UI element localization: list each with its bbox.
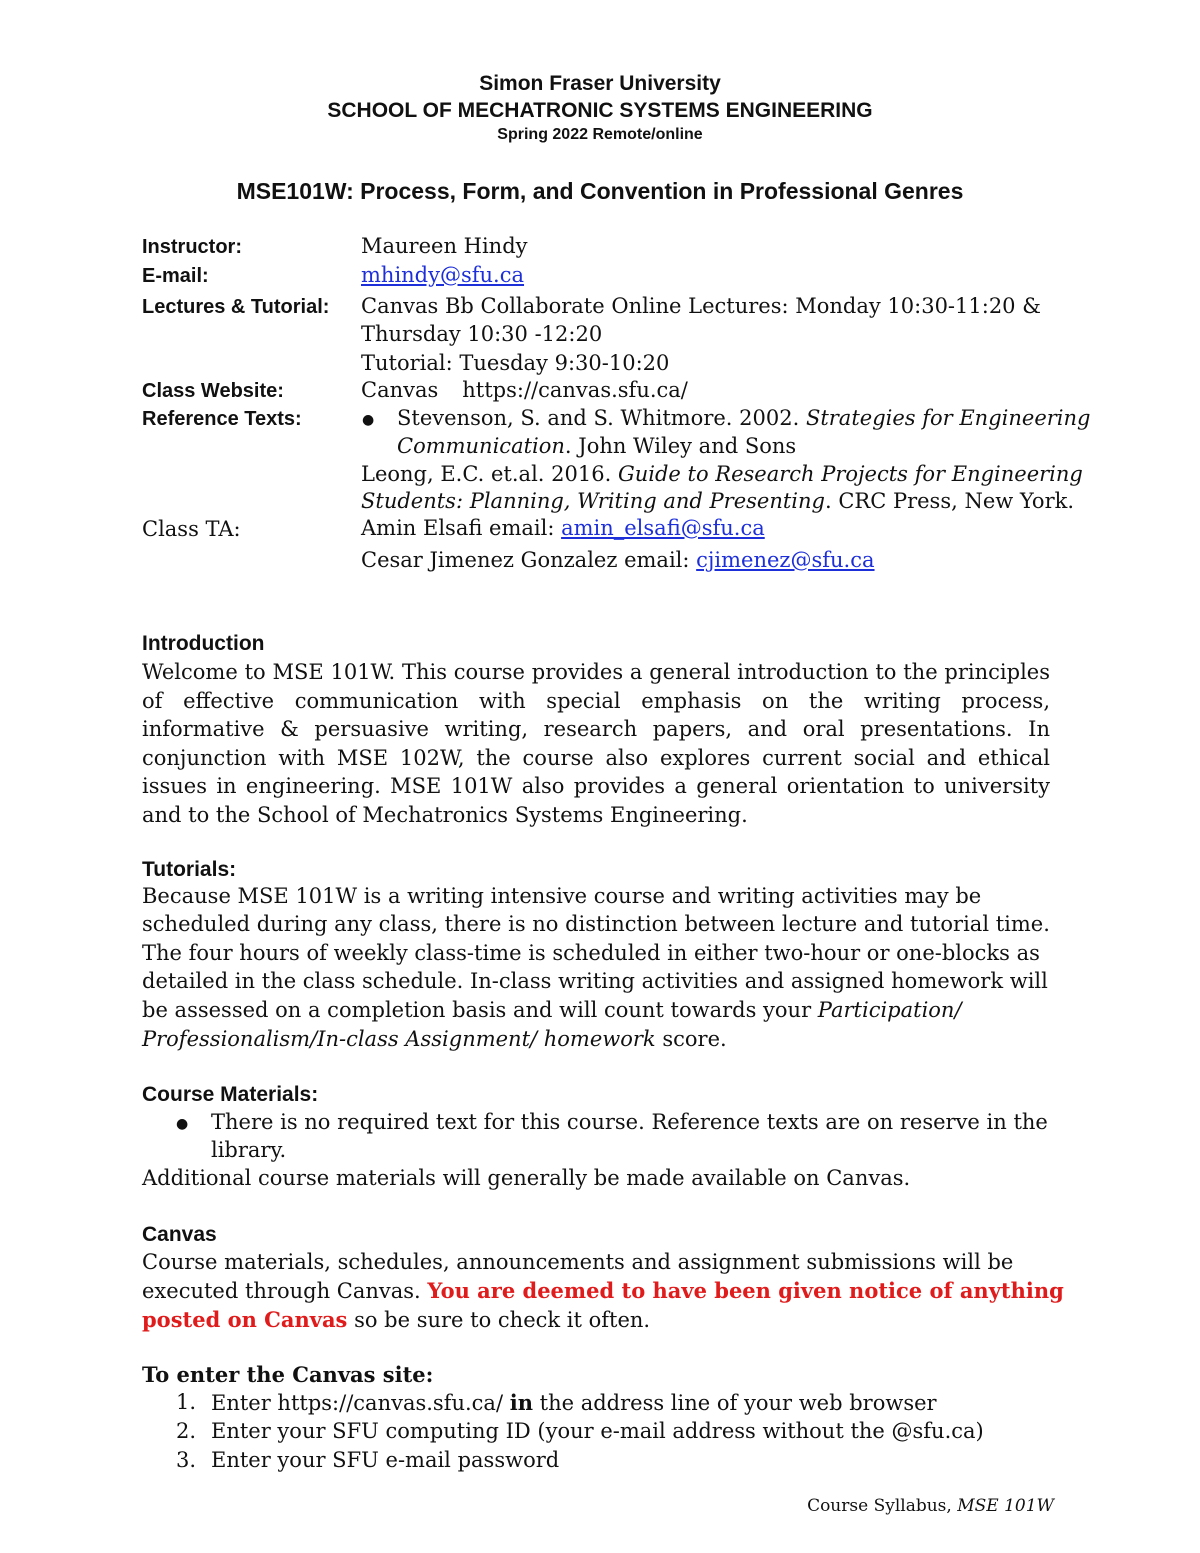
tutorials-line-1: Because MSE 101W is a writing intensive course and writing activities may be	[142, 884, 982, 908]
materials-additional: Additional course materials will generally be made available on Canvas.	[142, 1166, 911, 1190]
term: Spring 2022 Remote/online	[497, 126, 703, 143]
step-1-number: 1.	[176, 1390, 197, 1414]
introduction-text: Welcome to MSE 101W. This course provides a general introduction to the principles of effective communication with special emphasis on the writing process, informative & persuasive writing, research papers, and oral presentations. In conjunction with MSE 102W, the course also explores current social and ethical issues in engineering. MSE 101W also provides a general orientation to university and to the School of Mechatronics Systems Engineering.	[142, 660, 1050, 827]
canvas-line-3: posted on Canvas so be sure to check it often.	[142, 1307, 651, 1332]
canvas-line-2: executed through Canvas. You are deemed to have been given notice of anything	[142, 1278, 1064, 1303]
ta-label: Class TA:	[142, 517, 241, 541]
canvas-notice-highlight: You are deemed to have been given notice of anything	[427, 1278, 1064, 1303]
materials-bullet-line-2: library.	[211, 1138, 287, 1162]
tutorial-time: Tutorial: Tuesday 9:30-10:20	[361, 351, 670, 375]
step-2: Enter your SFU computing ID (your e-mail address without the @sfu.ca)	[211, 1419, 984, 1443]
canvas-heading: Canvas	[142, 1223, 217, 1246]
tutorials-heading: Tutorials:	[142, 858, 237, 881]
tutorials-line-4: detailed in the class schedule. In-class writing activities and assigned homework will	[142, 969, 1048, 993]
tutorials-line-6: Professionalism/In-class Assignment/ homework score.	[142, 1027, 727, 1051]
step-2-number: 2.	[176, 1419, 197, 1443]
website-label: Class Website:	[142, 380, 284, 402]
instructor-label: Instructor:	[142, 236, 242, 258]
ta-2: Cesar Jimenez Gonzalez email: cjimenez@sfu.ca	[361, 548, 875, 572]
university-name: Simon Fraser University	[479, 72, 721, 95]
lectures-label: Lectures & Tutorial:	[142, 296, 330, 318]
instructor-email-link[interactable]: mhindy@sfu.ca	[361, 263, 525, 287]
lectures-line-2: Thursday 10:30 -12:20	[361, 322, 603, 346]
reference-2-line-2: Students: Planning, Writing and Presenting. CRC Press, New York.	[361, 489, 1075, 513]
school-name: SCHOOL OF MECHATRONIC SYSTEMS ENGINEERING	[327, 99, 873, 122]
website-name: Canvas	[361, 378, 439, 402]
canvas-line-1: Course materials, schedules, announcements and assignment submissions will be	[142, 1250, 1014, 1274]
enter-canvas-heading: To enter the Canvas site:	[142, 1362, 434, 1387]
course-title: MSE101W: Process, Form, and Convention in Professional Genres	[236, 178, 964, 204]
course-materials-heading: Course Materials:	[142, 1083, 319, 1106]
ta-2-email-link[interactable]: cjimenez@sfu.ca	[696, 548, 875, 572]
ta-1: Amin Elsafi email: amin_elsafi@sfu.ca	[361, 516, 765, 540]
step-3-number: 3.	[176, 1448, 197, 1472]
tutorials-line-2: scheduled during any class, there is no distinction between lecture and tutorial time.	[142, 912, 1050, 936]
bullet-icon: ●	[362, 412, 375, 428]
materials-bullet-line-1: There is no required text for this course. Reference texts are on reserve in the	[211, 1110, 1048, 1134]
reference-2-line-1: Leong, E.C. et.al. 2016. Guide to Research Projects for Engineering	[361, 462, 1083, 486]
step-3: Enter your SFU e-mail password	[211, 1448, 560, 1472]
tutorials-line-3: The four hours of weekly class-time is scheduled in either two-hour or one-blocks as	[142, 941, 1040, 965]
ta-1-email-link[interactable]: amin_elsafi@sfu.ca	[561, 516, 765, 540]
step-1: Enter https://canvas.sfu.ca/ in the address line of your web browser	[211, 1390, 937, 1415]
page-footer: Course Syllabus, MSE 101W	[807, 1496, 1054, 1516]
bullet-icon: ●	[176, 1116, 189, 1132]
reference-1-line-1: Stevenson, S. and S. Whitmore. 2002. Strategies for Engineering	[397, 406, 1091, 430]
email-label: E-mail:	[142, 265, 209, 287]
website-url[interactable]: https://canvas.sfu.ca/	[462, 378, 688, 402]
lectures-line-1: Canvas Bb Collaborate Online Lectures: Monday 10:30-11:20 &	[361, 294, 1041, 318]
reference-texts-label: Reference Texts:	[142, 408, 302, 430]
tutorials-line-5: be assessed on a completion basis and will count towards your Participation/	[142, 998, 962, 1022]
website-value	[361, 378, 688, 402]
instructor-name: Maureen Hindy	[361, 234, 528, 258]
reference-1-line-2: Communication. John Wiley and Sons	[397, 434, 797, 458]
introduction-heading: Introduction	[142, 632, 265, 655]
